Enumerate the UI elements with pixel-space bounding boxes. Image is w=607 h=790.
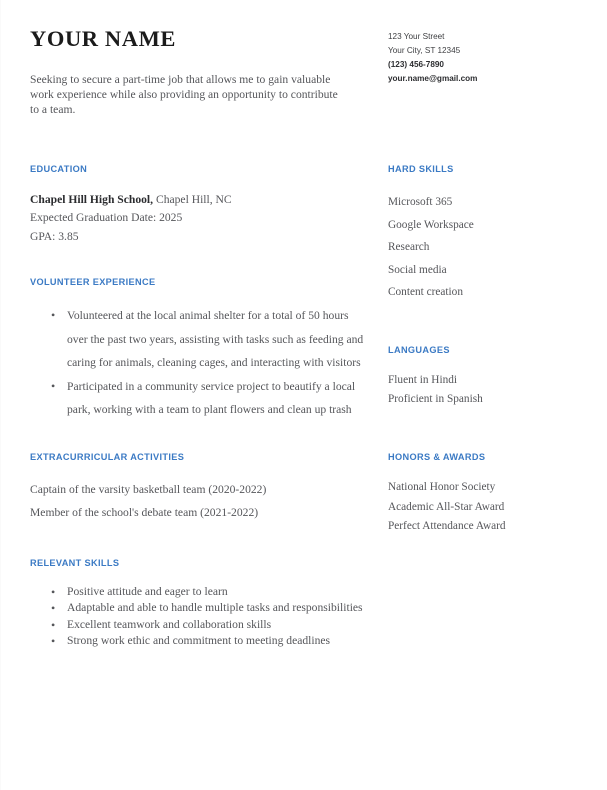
- languages-list: [388, 371, 578, 409]
- contact-street: 123 Your Street: [388, 32, 445, 41]
- section-extracurricular-activities: [30, 451, 365, 524]
- section-volunteer-experience: [30, 276, 365, 422]
- education-school-name: Chapel Hill High School,: [30, 193, 154, 206]
- hard-skills-list: [388, 191, 578, 304]
- section-relevant-skills: [30, 557, 365, 650]
- relevant-skill-text: Strong work ethic and commitment to meeting deadlines: [67, 633, 331, 647]
- list-item: [30, 617, 365, 633]
- list-item: [30, 600, 365, 616]
- education-gpa: GPA: 3.85: [30, 229, 79, 243]
- education-school-location: Chapel Hill, NC: [153, 193, 232, 206]
- education-graduation: Expected Graduation Date: 2025: [30, 211, 183, 225]
- list-item: Proficient in Spanish: [388, 393, 483, 406]
- section-title-volunteer: VOLUNTEER EXPERIENCE: [30, 277, 156, 288]
- resume-header: [30, 27, 370, 118]
- summary-statement: Seeking to secure a part-time job that allows me to gain valuable work experience while also providing an opportunity to contribute to a team.: [30, 72, 338, 117]
- list-item: [30, 304, 365, 375]
- list-item: Perfect Attendance Award: [388, 519, 506, 532]
- relevant-skill-text: Positive attitude and eager to learn: [67, 584, 228, 598]
- contact-email[interactable]: your.name@gmail.com: [388, 74, 478, 83]
- list-item: Fluent in Hindi: [388, 373, 458, 386]
- right-column: [388, 163, 578, 536]
- volunteer-item-text: Volunteered at the local animal shelter for a total of 50 hours over the past two years, assisting with tasks such as feeding and caring for animals, cleaning cages, and interacting with visitors: [67, 309, 364, 370]
- list-item: [30, 584, 365, 600]
- extracurricular-list: [30, 478, 365, 524]
- list-item: Member of the school's debate team (2021-2022): [30, 505, 259, 519]
- volunteer-item-text: Participated in a community service project to beautify a local park, working with a team to plant flowers and clean up trash: [67, 379, 356, 417]
- page-left-edge: [0, 0, 1, 790]
- list-item: National Honor Society: [388, 481, 496, 494]
- list-item: [30, 633, 365, 649]
- section-title-hard-skills: HARD SKILLS: [388, 164, 454, 174]
- contact-phone[interactable]: (123) 456-7890: [388, 60, 444, 69]
- section-hard-skills: [388, 163, 578, 304]
- relevant-skill-text: Adaptable and able to handle multiple tasks and responsibilities: [67, 601, 363, 615]
- section-education: [30, 163, 365, 246]
- section-title-extracurricular: EXTRACURRICULAR ACTIVITIES: [30, 451, 185, 462]
- honors-list: [388, 478, 578, 536]
- education-details: [30, 191, 365, 246]
- list-item: Academic All-Star Award: [388, 500, 505, 513]
- left-column: [30, 163, 365, 649]
- list-item: [30, 375, 365, 422]
- contact-info: [388, 30, 578, 86]
- list-item: Social media: [388, 263, 447, 276]
- volunteer-list: [30, 304, 365, 422]
- list-item: Research: [388, 241, 430, 254]
- list-item: Google Workspace: [388, 218, 474, 231]
- relevant-skills-list: [30, 584, 365, 650]
- contact-city-state-zip: Your City, ST 12345: [388, 46, 461, 55]
- education-school-line: [30, 191, 365, 209]
- list-item: Captain of the varsity basketball team (2020-2022): [30, 482, 267, 496]
- page-title: YOUR NAME: [30, 26, 177, 51]
- section-honors-awards: [388, 451, 578, 536]
- section-title-languages: LANGUAGES: [388, 344, 450, 355]
- list-item: Microsoft 365: [388, 196, 453, 208]
- section-title-honors-awards: HONORS & AWARDS: [388, 452, 486, 463]
- section-title-education: EDUCATION: [30, 164, 88, 174]
- section-title-relevant-skills: RELEVANT SKILLS: [30, 557, 120, 568]
- relevant-skill-text: Excellent teamwork and collaboration skills: [67, 617, 272, 631]
- section-languages: [388, 344, 578, 409]
- list-item: Content creation: [388, 286, 463, 299]
